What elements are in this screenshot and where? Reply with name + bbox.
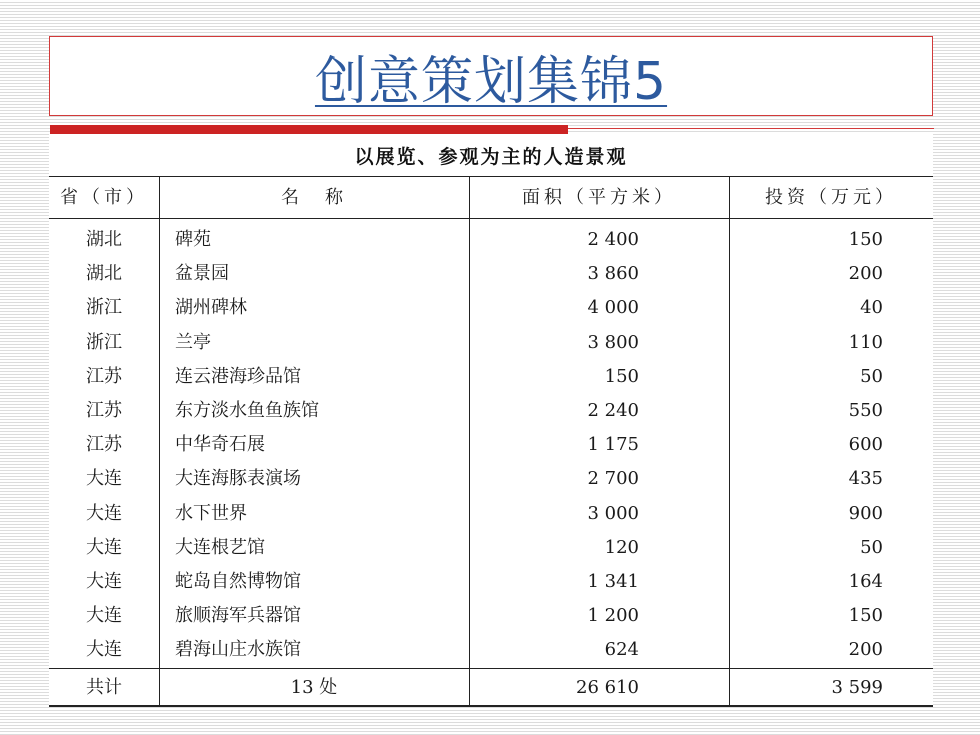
header-investment: 投资（万元） — [765, 187, 897, 208]
header-name: 名 称 — [281, 187, 347, 208]
cell-name: 兰亭 — [175, 331, 211, 353]
cell-investment: 50 — [860, 536, 883, 558]
cell-province: 浙江 — [86, 297, 122, 319]
title-box — [49, 36, 933, 116]
total-name: 13 处 — [290, 677, 338, 698]
cell-investment: 40 — [860, 297, 883, 319]
cell-area: 624 — [604, 639, 639, 661]
slide-title[interactable]: 创意策划集锦5 — [314, 51, 668, 112]
cell-area: 1 341 — [587, 571, 639, 592]
cell-name: 大连海豚表演场 — [175, 468, 301, 490]
cell-name: 水下世界 — [175, 502, 247, 524]
cell-province: 湖北 — [86, 263, 122, 285]
cell-province: 江苏 — [86, 365, 122, 387]
cell-investment: 150 — [848, 605, 883, 627]
header-bottom-rule — [49, 218, 933, 219]
table-caption: 以展览、参观为主的人造景观 — [354, 145, 628, 168]
cell-area: 2 400 — [587, 229, 639, 250]
cell-province: 大连 — [86, 639, 122, 661]
cell-name: 中华奇石展 — [175, 434, 265, 456]
cell-area: 120 — [604, 536, 639, 558]
total-province: 共计 — [86, 677, 122, 698]
cell-name: 碑苑 — [175, 229, 211, 250]
cell-area: 3 800 — [587, 331, 639, 353]
cell-area: 1 200 — [587, 605, 639, 627]
cell-province: 江苏 — [86, 400, 122, 421]
total-top-rule — [49, 668, 933, 669]
cell-name: 大连根艺馆 — [175, 536, 265, 558]
cell-investment: 550 — [848, 400, 883, 421]
cell-name: 碧海山庄水族馆 — [175, 639, 301, 661]
cell-investment: 110 — [848, 331, 883, 353]
cell-area: 4 000 — [587, 297, 639, 319]
table-bottom-rule — [49, 705, 933, 707]
cell-investment: 150 — [848, 229, 883, 250]
cell-province: 大连 — [86, 536, 122, 558]
header-top-rule — [49, 176, 933, 177]
cell-area: 150 — [604, 365, 639, 387]
cell-investment: 200 — [848, 639, 883, 661]
cell-investment: 600 — [848, 434, 883, 456]
cell-province: 大连 — [86, 571, 122, 592]
cell-area: 1 175 — [587, 434, 639, 456]
cell-province: 浙江 — [86, 331, 122, 353]
accent-bar — [50, 125, 568, 134]
cell-name: 东方淡水鱼鱼族馆 — [175, 400, 319, 421]
cell-investment: 50 — [860, 365, 883, 387]
cell-name: 连云港海珍品馆 — [175, 365, 301, 387]
cell-name: 蛇岛自然博物馆 — [175, 571, 301, 592]
cell-area: 2 700 — [587, 468, 639, 490]
cell-area: 3 000 — [587, 502, 639, 524]
cell-province: 江苏 — [86, 434, 122, 456]
cell-province: 湖北 — [86, 229, 122, 250]
cell-investment: 200 — [848, 263, 883, 285]
total-area: 26 610 — [576, 677, 639, 698]
cell-name: 盆景园 — [175, 263, 229, 285]
cell-province: 大连 — [86, 605, 122, 627]
col-sep-1 — [159, 176, 160, 705]
cell-area: 2 240 — [587, 400, 639, 421]
header-province: 省（市） — [60, 187, 148, 208]
cell-province: 大连 — [86, 502, 122, 524]
table-image — [49, 134, 933, 707]
cell-investment: 900 — [848, 502, 883, 524]
cell-investment: 435 — [848, 468, 883, 490]
header-area: 面积（平方米） — [522, 187, 676, 208]
cell-area: 3 860 — [587, 263, 639, 285]
cell-province: 大连 — [86, 468, 122, 490]
accent-line — [568, 128, 934, 129]
cell-investment: 164 — [848, 571, 883, 592]
cell-name: 旅顺海军兵器馆 — [175, 605, 301, 627]
total-investment: 3 599 — [831, 677, 883, 698]
cell-name: 湖州碑林 — [175, 297, 247, 319]
